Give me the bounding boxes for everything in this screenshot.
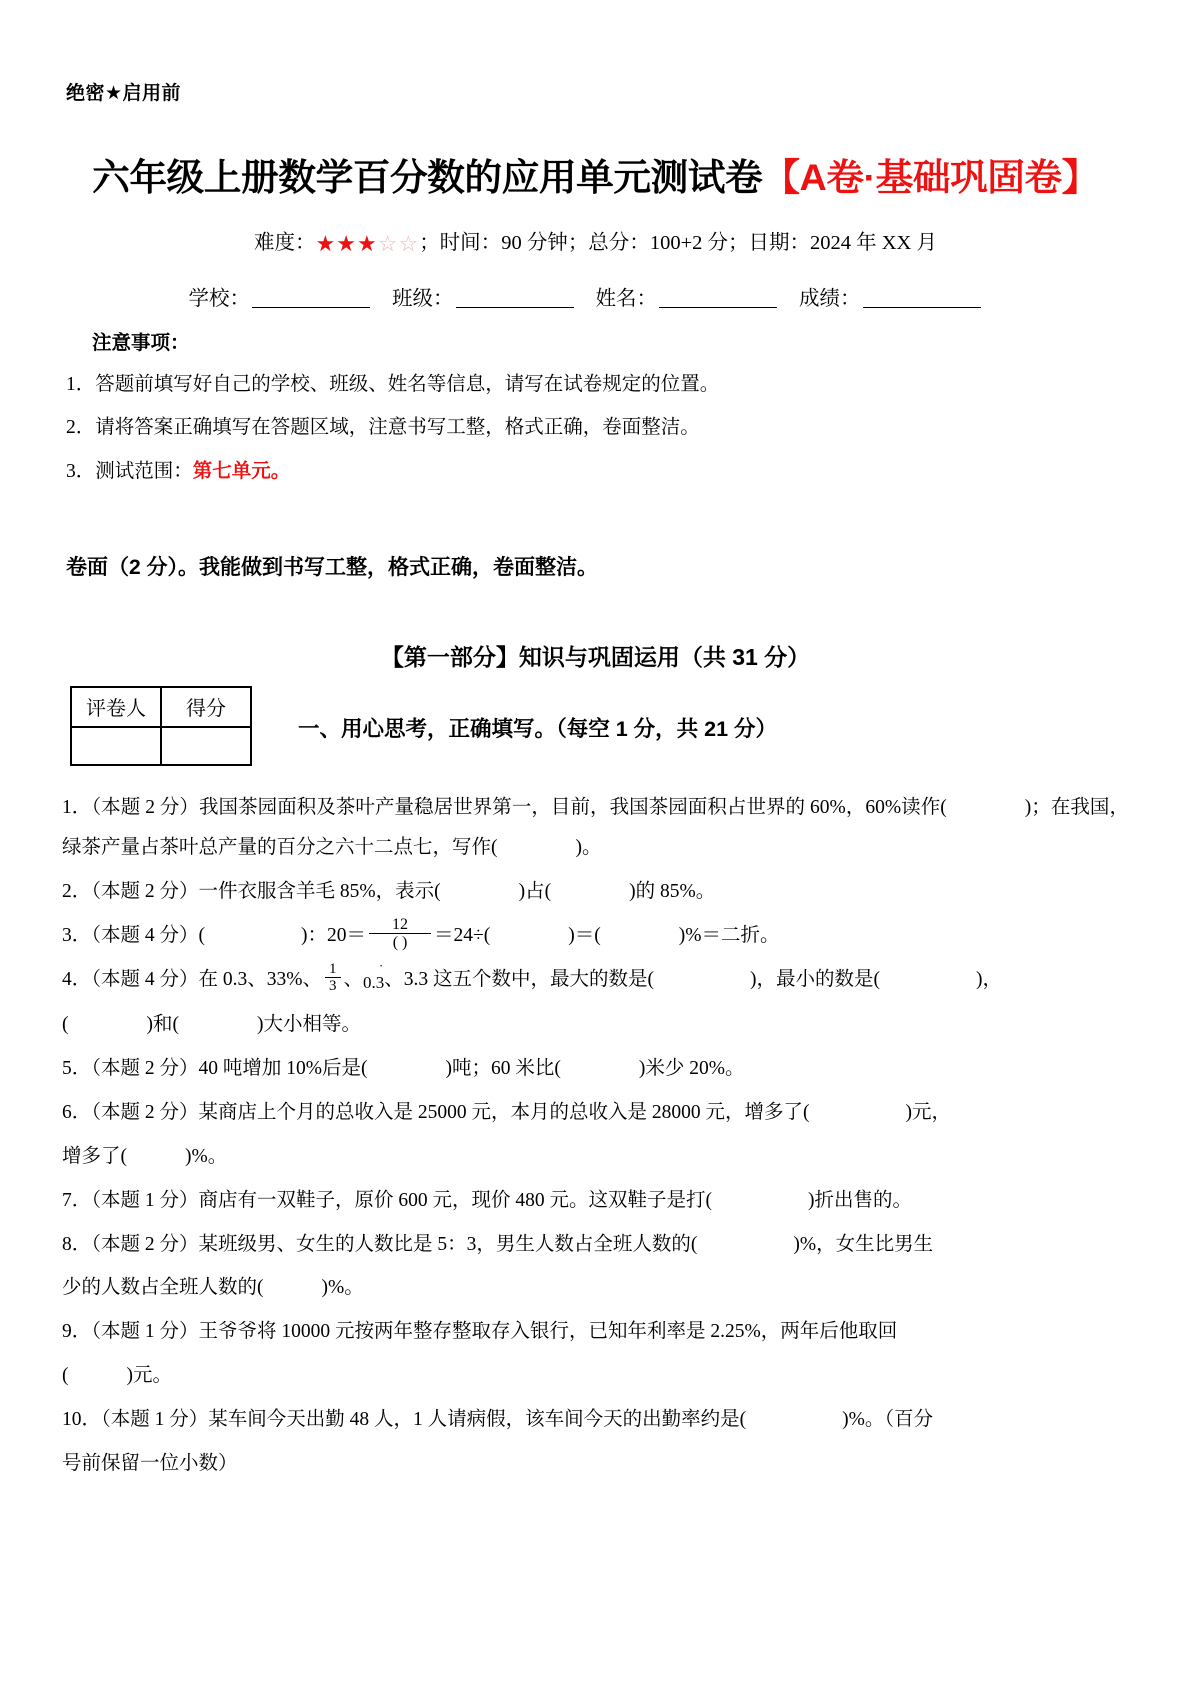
question-1-points: （本题 2 分） — [91, 796, 199, 818]
difficulty-stars — [316, 231, 420, 257]
question-4-text-b: 、 — [343, 968, 364, 990]
notice-item-3-text: 测试范围： — [95, 460, 193, 482]
question-8 — [62, 1225, 1129, 1265]
question-6-points: （本题 2 分） — [91, 1101, 199, 1123]
question-4-text-e: )， — [976, 968, 1003, 990]
star-filled-icon: ★ — [336, 231, 357, 256]
question-2-text-b: )占( — [518, 880, 552, 902]
question-10-line2 — [62, 1444, 1129, 1484]
part-one-header: 【第一部分】知识与巩固运用（共 31 分） — [380, 643, 811, 670]
date-value: 2024 年 XX 月 — [810, 232, 937, 254]
difficulty-label: 难度： — [254, 232, 316, 254]
question-4-text-c: 、3.3 这五个数中，最大的数是( — [384, 968, 655, 990]
test-scope-value: 第七单元。 — [192, 460, 291, 482]
page-title — [51, 147, 1139, 201]
notice-item-1-num: 1． — [66, 374, 96, 395]
question-10 — [62, 1400, 1129, 1440]
score-table-col1-header: 评卷人 — [71, 687, 161, 727]
question-4-line2 — [62, 1005, 1129, 1045]
question-8-text-d: )%。 — [321, 1277, 364, 1299]
field-class-label: 班级： — [392, 288, 454, 310]
fraction-denominator: 3 — [325, 977, 341, 995]
notice-title: 注意事项： — [92, 332, 190, 354]
field-name-input[interactable] — [659, 307, 777, 308]
field-name — [596, 288, 784, 310]
question-1-text-a: 我国茶园面积及茶叶产量稳居世界第一，目前，我国茶园面积占世界的 60%，60%读作( — [198, 796, 947, 818]
secret-label: 绝密★启用前 — [66, 83, 182, 104]
question-list — [62, 788, 1129, 1484]
question-9-num: 9． — [62, 1321, 92, 1343]
question-4-text-a: 在 0.3、33%、 — [198, 968, 323, 990]
question-7-text-a: 商店有一双鞋子，原价 600 元，现价 480 元。这双鞋子是打( — [198, 1189, 713, 1211]
notice-item-1 — [66, 372, 1129, 398]
question-2-text-c: )的 85%。 — [629, 880, 716, 902]
question-7-points: （本题 1 分） — [91, 1189, 199, 1211]
field-score-label: 成绩： — [799, 288, 861, 310]
question-10-num: 10． — [62, 1409, 102, 1431]
fraction-denominator[interactable]: ( ) — [369, 933, 431, 952]
star-filled-icon: ★ — [356, 231, 378, 256]
question-4-text-f: ( — [62, 1013, 69, 1035]
field-score-input[interactable] — [863, 307, 981, 308]
student-info-fields — [62, 281, 1129, 311]
field-school — [189, 288, 377, 310]
question-3-text-b: )：20＝ — [301, 924, 367, 946]
question-5-text-a: 40 吨增加 10%后是( — [198, 1057, 368, 1079]
question-6-text-a: 某商店上个月的总收入是 25000 元，本月的总收入是 28000 元，增多了( — [198, 1101, 810, 1123]
question-8-text-c: 少的人数占全班人数的( — [62, 1277, 264, 1299]
question-9-text-b: ( — [62, 1365, 69, 1387]
section-one-row — [62, 686, 1129, 766]
question-9 — [62, 1312, 1129, 1352]
question-2-text-a: 一件衣服含羊毛 85%，表示( — [198, 880, 441, 902]
fraction-numerator: 12 — [392, 915, 409, 933]
question-4 — [62, 957, 1129, 1001]
question-6-text-c: 增多了( — [62, 1145, 127, 1167]
notice-item-2-num: 2． — [66, 417, 96, 439]
question-9-line2 — [62, 1356, 1129, 1396]
field-name-label: 姓名： — [595, 288, 657, 310]
question-6-text-d: )%。 — [185, 1145, 228, 1167]
question-4-text-g: )和( — [146, 1013, 179, 1035]
question-3-text-d: )＝( — [568, 924, 601, 946]
question-10-points: （本题 1 分） — [101, 1409, 209, 1431]
question-1 — [62, 788, 1129, 868]
question-10-text-c: 号前保留一位小数） — [62, 1453, 238, 1475]
question-3 — [62, 916, 1129, 956]
time-label: ；时间： — [419, 232, 502, 254]
star-filled-icon: ★ — [315, 231, 337, 256]
question-8-points: （本题 2 分） — [91, 1233, 199, 1255]
table-row — [71, 687, 251, 727]
question-1-text-c: )。 — [575, 836, 602, 858]
repeating-decimal-value: 0.3 — [363, 972, 385, 992]
page-title-red: 【A卷·基础巩固卷】 — [762, 157, 1099, 198]
question-1-num: 1． — [62, 796, 92, 818]
question-7-text-b: )折出售的。 — [808, 1189, 913, 1211]
question-4-text-h: )大小相等。 — [257, 1013, 361, 1035]
question-3-text-e: )%＝二折。 — [678, 924, 780, 946]
notice-item-2 — [66, 415, 1129, 441]
fraction-12-over-blank — [369, 917, 431, 953]
field-school-input[interactable] — [252, 307, 370, 308]
question-4-num: 4． — [62, 968, 92, 990]
repeating-dot-icon: · — [378, 957, 384, 973]
question-5-text-b: )吨；60 米比( — [445, 1057, 561, 1079]
field-class — [392, 288, 580, 310]
time-value: 90 分钟 — [501, 232, 568, 254]
question-1-text-b: )；在我国，绿茶产量占茶叶总产量的百分之六十二点七，写作( — [62, 796, 1129, 858]
question-10-text-a: 某车间今天出勤 48 人，1 人请病假，该车间今天的出勤率约是( — [208, 1409, 747, 1431]
field-class-input[interactable] — [456, 307, 574, 308]
exam-meta-line — [62, 225, 1129, 257]
question-9-text-c: )元。 — [126, 1365, 172, 1387]
question-3-text-c: ＝24÷( — [434, 924, 491, 946]
question-8-num: 8． — [62, 1233, 92, 1255]
question-2 — [62, 872, 1129, 912]
question-2-num: 2． — [62, 880, 92, 902]
question-6-line2 — [62, 1137, 1129, 1177]
question-5-num: 5． — [62, 1057, 92, 1079]
question-6-num: 6． — [62, 1101, 92, 1123]
score-table-col2-header: 得分 — [161, 687, 251, 727]
total-label: ；总分： — [567, 232, 650, 254]
notice-item-3 — [66, 459, 1129, 485]
notice-item-3-num: 3． — [66, 460, 96, 482]
section-one-heading: 一、用心思考，正确填写。（每空 1 分，共 21 分） — [298, 716, 778, 741]
score-table-col2-value[interactable] — [161, 727, 251, 765]
question-9-points: （本题 1 分） — [91, 1321, 199, 1343]
star-empty-icon: ☆ — [398, 231, 420, 256]
question-5-text-c: )米少 20%。 — [638, 1057, 745, 1079]
notice-item-2-text: 请将答案正确填写在答题区域，注意书写工整，格式正确，卷面整洁。 — [95, 417, 700, 439]
question-2-points: （本题 2 分） — [91, 880, 199, 902]
question-10-text-b: )%。（百分 — [842, 1409, 934, 1431]
table-row — [71, 727, 251, 765]
question-8-text-a: 某班级男、女生的人数比是 5：3，男生人数占全班人数的( — [198, 1233, 698, 1255]
notice-item-1-text: 答题前填写好自己的学校、班级、姓名等信息，请写在试卷规定的位置。 — [95, 374, 720, 395]
question-3-text-a: ( — [198, 924, 206, 946]
cover-score-line: 卷面（2 分）。我能做到书写工整，格式正确，卷面整洁。 — [66, 555, 599, 579]
question-6 — [62, 1093, 1129, 1133]
question-4-text-d: )，最小的数是( — [750, 968, 881, 990]
fraction-one-third — [325, 962, 341, 996]
question-7-num: 7． — [62, 1189, 92, 1211]
question-8-line2 — [62, 1268, 1129, 1308]
page-title-black: 六年级上册数学百分数的应用单元测试卷 — [92, 157, 763, 198]
question-3-num: 3． — [62, 924, 92, 946]
date-label: ；日期： — [728, 232, 810, 254]
question-4-points: （本题 4 分） — [91, 968, 199, 990]
question-8-text-b: )%，女生比男生 — [793, 1233, 934, 1255]
score-table-col1-value[interactable] — [71, 727, 161, 765]
score-table — [70, 686, 252, 766]
total-value: 100+2 分 — [649, 232, 728, 254]
repeating-decimal — [363, 957, 385, 1001]
field-score — [799, 288, 987, 310]
question-9-text-a: 王爷爷将 10000 元按两年整存整取存入银行，已知年利率是 2.25%，两年后他取回 — [198, 1321, 898, 1343]
field-school-label: 学校： — [188, 288, 250, 310]
star-empty-icon: ☆ — [377, 231, 399, 256]
question-5 — [62, 1049, 1129, 1089]
question-3-points: （本题 4 分） — [91, 924, 199, 946]
question-7 — [62, 1181, 1129, 1221]
question-5-points: （本题 2 分） — [91, 1057, 199, 1079]
question-6-text-b: )元， — [905, 1101, 952, 1123]
fraction-numerator: 1 — [329, 960, 337, 977]
